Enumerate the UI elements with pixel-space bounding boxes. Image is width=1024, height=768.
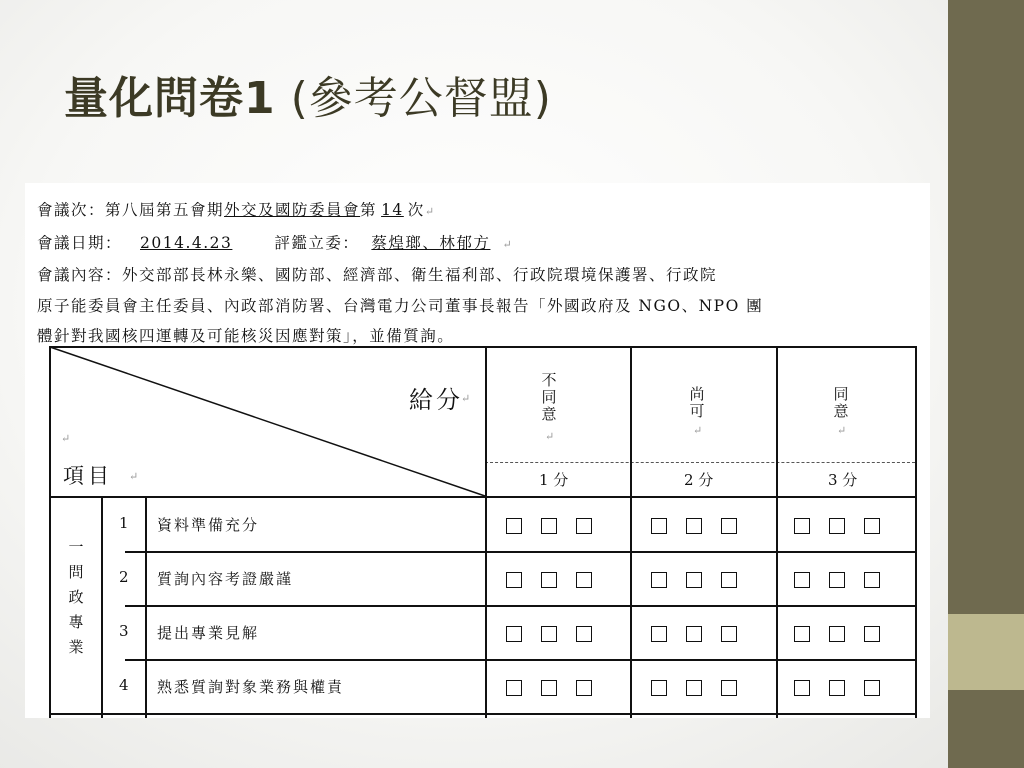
column-header-fair: 尚可: [689, 385, 705, 420]
checkbox[interactable]: [506, 680, 522, 696]
checkbox-group-agree: [794, 569, 899, 589]
checkbox[interactable]: [651, 518, 667, 534]
checkbox[interactable]: [651, 572, 667, 588]
checkbox[interactable]: [686, 572, 702, 588]
checkbox[interactable]: [651, 626, 667, 642]
row-number: 1: [119, 514, 129, 532]
checkbox[interactable]: [541, 572, 557, 588]
checkbox[interactable]: [506, 572, 522, 588]
checkbox[interactable]: [686, 626, 702, 642]
header-diagonal: [49, 346, 486, 497]
table-row-item: 資料準備充分: [157, 516, 260, 534]
reviewer-value: 蔡煌瑯、林郁方: [371, 233, 491, 252]
session-mid: 第: [360, 201, 378, 219]
meeting-content-line-3: 體針對我國核四運轉及可能核災因應對策」，並備質詢。: [37, 327, 455, 345]
checkbox[interactable]: [651, 680, 667, 696]
checkbox-group-disagree: [506, 569, 611, 589]
sidebar-accent-light: [948, 614, 1024, 690]
checkbox-group-disagree: [506, 623, 611, 643]
date-label: 會議日期：: [37, 233, 123, 252]
date-value: 2014.4.23: [140, 233, 233, 252]
checkbox[interactable]: [721, 572, 737, 588]
session-number: 14: [381, 201, 404, 219]
session-prefix: 第八屆第五會期: [105, 201, 225, 219]
checkbox[interactable]: [829, 626, 845, 642]
row-number: 2: [119, 568, 129, 586]
meeting-session-line: 會議次：第八屆第五會期外交及國防委員會第 14 次↵: [37, 201, 435, 219]
column-header-disagree: 不同意: [541, 371, 557, 423]
row-number: 3: [119, 622, 129, 640]
checkbox[interactable]: [794, 626, 810, 642]
checkbox[interactable]: [794, 680, 810, 696]
slide-title-bold: 量化問卷1: [64, 73, 276, 124]
checkbox-group-agree: [794, 515, 899, 535]
column-score-2: 2 分: [684, 471, 714, 489]
checkbox[interactable]: [576, 518, 592, 534]
checkbox[interactable]: [686, 518, 702, 534]
checkbox-group-fair: [651, 677, 756, 697]
checkbox[interactable]: [794, 518, 810, 534]
checkbox[interactable]: [829, 680, 845, 696]
score-table: 給分 ↵ ↵ 項目 ↵ 不同意 ↵ 尚可 ↵ 同意 ↵ 1 分 2 分 3 分 一 問 政 專 業 1 資料準備充分 2 質詢內容考證嚴謹 3 提出專業見解 4 熟悉質詢對象業務與權責: [49, 346, 918, 718]
checkbox[interactable]: [794, 572, 810, 588]
column-header-agree: 同意: [833, 385, 849, 420]
session-committee: 外交及國防委員會: [224, 201, 361, 219]
category-char: 專: [68, 613, 84, 631]
session-suffix: 次: [407, 201, 425, 219]
slide-title-rest: (參考公督盟): [275, 73, 552, 124]
checkbox[interactable]: [864, 572, 880, 588]
checkbox[interactable]: [721, 680, 737, 696]
checkbox[interactable]: [541, 626, 557, 642]
meeting-info: [37, 195, 927, 352]
slide-title: [64, 62, 552, 126]
questionnaire-document: [25, 183, 930, 718]
category-char: 問: [68, 563, 84, 581]
checkbox-group-fair: [651, 569, 756, 589]
table-row-item: 提出專業見解: [157, 624, 260, 642]
checkbox[interactable]: [864, 518, 880, 534]
checkbox[interactable]: [686, 680, 702, 696]
checkbox[interactable]: [721, 518, 737, 534]
checkbox-group-fair: [651, 515, 756, 535]
category-char: 政: [68, 588, 84, 606]
checkbox[interactable]: [864, 626, 880, 642]
checkbox-group-fair: [651, 623, 756, 643]
meeting-content-line-2: 原子能委員會主任委員、內政部消防署、台灣電力公司董事長報告「外國政府及 NGO、NPO 團: [37, 296, 764, 315]
column-score-1: 1 分: [539, 471, 569, 489]
checkbox[interactable]: [506, 626, 522, 642]
checkbox[interactable]: [576, 680, 592, 696]
checkbox-group-agree: [794, 623, 899, 643]
checkbox[interactable]: [721, 626, 737, 642]
checkbox[interactable]: [829, 518, 845, 534]
checkbox[interactable]: [541, 518, 557, 534]
column-score-3: 3 分: [828, 471, 858, 489]
checkbox[interactable]: [576, 626, 592, 642]
row-number: 4: [119, 676, 129, 694]
category-char: 一: [68, 538, 84, 556]
header-score-label: 給分: [409, 386, 463, 414]
checkbox[interactable]: [576, 572, 592, 588]
meeting-date-line: 會議日期： 2014.4.23 評鑑立委： 蔡煌瑯、林郁方 ↵: [37, 233, 512, 252]
session-label: 會議次：: [37, 201, 106, 219]
category-char: 業: [68, 638, 84, 656]
checkbox[interactable]: [864, 680, 880, 696]
checkbox-group-disagree: [506, 515, 611, 535]
category-label: [61, 535, 91, 660]
checkbox[interactable]: [506, 518, 522, 534]
checkbox-group-disagree: [506, 677, 611, 697]
reviewer-label: 評鑑立委：: [274, 233, 360, 252]
meeting-content-line-1: 會議內容：外交部部長林永樂、國防部、經濟部、衛生福利部、行政院環境保護署、行政院: [37, 266, 718, 284]
header-item-label: 項目: [63, 464, 113, 488]
table-row-item: 熟悉質詢對象業務與權責: [157, 678, 345, 696]
checkbox-group-agree: [794, 677, 899, 697]
checkbox[interactable]: [541, 680, 557, 696]
checkbox[interactable]: [829, 572, 845, 588]
table-row-item: 質詢內容考證嚴謹: [157, 570, 294, 588]
